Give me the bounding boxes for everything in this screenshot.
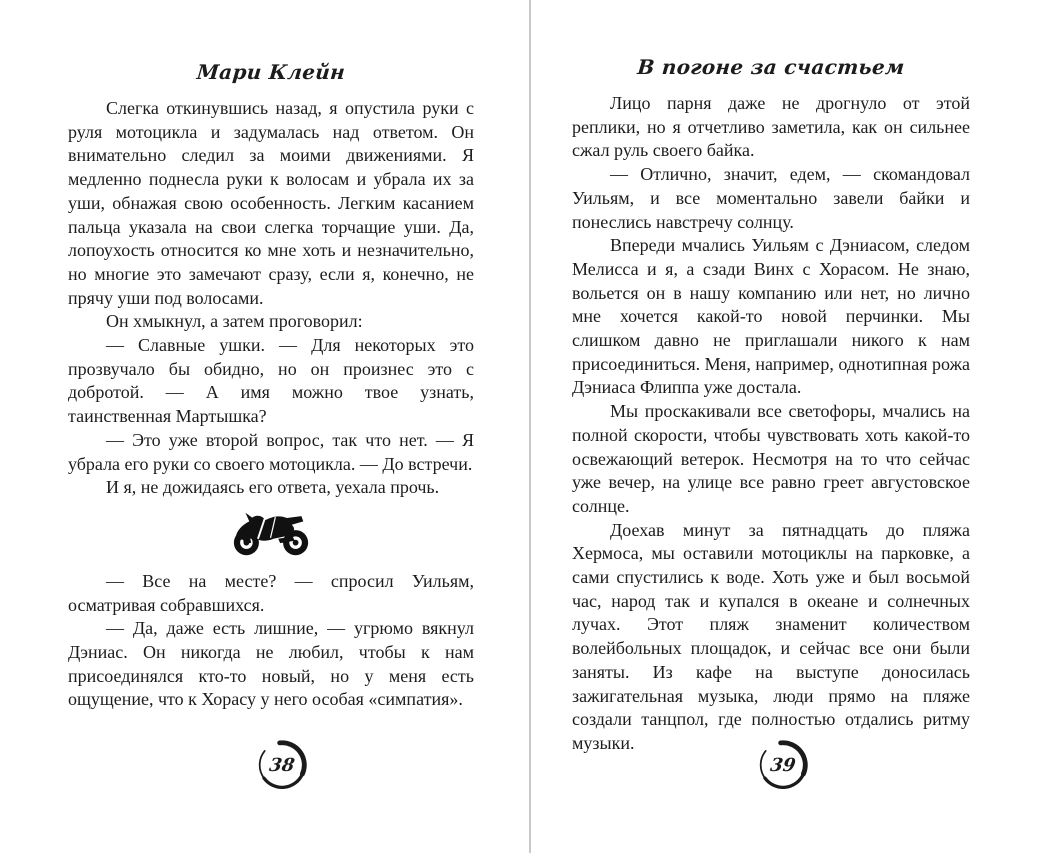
motorcycle-icon [230, 508, 312, 558]
paragraph: Впереди мчались Уильям с Дэниасом, следом Мелисса и я, а сзади Винх с Хорасом. Не знаю, вольется он в нашу компанию или нет, но лично мне хочется какой-то новой перчинки. Мы слишком давно не приглашали никого к нам присоединиться. Меня, например, однотипная рожа Дэниаса Флиппа уже достала. [572, 235, 970, 398]
right-page [572, 55, 970, 756]
page-gutter-divider [529, 0, 531, 853]
page-number-ornament-right [754, 736, 812, 794]
paragraph: Мы проскакивали все светофоры, мчались на полной скорости, чтобы чувствовать хоть какой-то освежающий ветерок. Несмотря на то что сейчас уже вечер, на улице все равно греет августовское солнце. [572, 401, 970, 516]
page-number: 38 [267, 754, 297, 776]
scene-break [68, 508, 474, 558]
left-page-text [68, 97, 474, 712]
running-head-author: Мари Клейн [195, 60, 347, 84]
paragraph: — Славные ушки. — Для некоторых это прозвучало бы обидно, но он произнес это с добротой. — А имя можно твое узнать, таинственная Мартышка? [68, 335, 474, 427]
right-page-text [572, 92, 970, 756]
paragraph: Слегка откинувшись назад, я опустила руки с руля мотоцикла и задумалась над ответом. Он внимательно следил за моими движениями. Я медленно поднесла руки к волосам и убрала их за уши, обнажая свою особенность. Легким касанием пальца указала на свои слегка торчащие уши. Да, лопоухость относится ко мне хоть и незначительно, но многие это замечают сразу, если я, конечно, не прячу уши под волосами. [68, 98, 474, 308]
paragraph: Доехав минут за пятнадцать до пляжа Хермоса, мы оставили мотоциклы на парковке, а сами спустились к воде. Хоть уже и был восьмой час, народ так и купался в океане и солнечных лучах. Этот пляж знаменит количеством волейбольных площадок, и сейчас все они были заняты. Из кафе на выступе доносилась зажигательная музыка, люди прямо на пляже создали танцпол, где полностью отдались ритму музыки. [572, 519, 970, 753]
paragraph: — Отлично, значит, едем, — скомандовал Уильям, и все моментально завели байки и понеслись навстречу солнцу. [572, 164, 970, 232]
paragraph: — Все на месте? — спросил Уильям, осматривая собравшихся. [68, 570, 474, 615]
paragraph: И я, не дожидаясь его ответа, уехала прочь. [106, 477, 440, 498]
paragraph: — Это уже второй вопрос, так что нет. — Я убрала его руки со своего мотоцикла. — До встречи. [68, 429, 474, 474]
page-number-ornament-left [253, 736, 311, 794]
page-number: 39 [768, 754, 798, 776]
left-page [68, 60, 474, 712]
paragraph: — Да, даже есть лишние, — угрюмо вякнул Дэниас. Он никогда не любил, чтобы к нам присоединялся кто-то новый, но у меня есть ощущение, что к Хорасу у него особая «симпатия». [68, 618, 474, 710]
paragraph: Лицо парня даже не дрогнуло от этой реплики, но я отчетливо заметила, как он сильнее сжал руль своего байка. [572, 93, 970, 161]
running-head-book-title: В погоне за счастьем [636, 55, 906, 79]
paragraph: Он хмыкнул, а затем проговорил: [106, 311, 363, 332]
